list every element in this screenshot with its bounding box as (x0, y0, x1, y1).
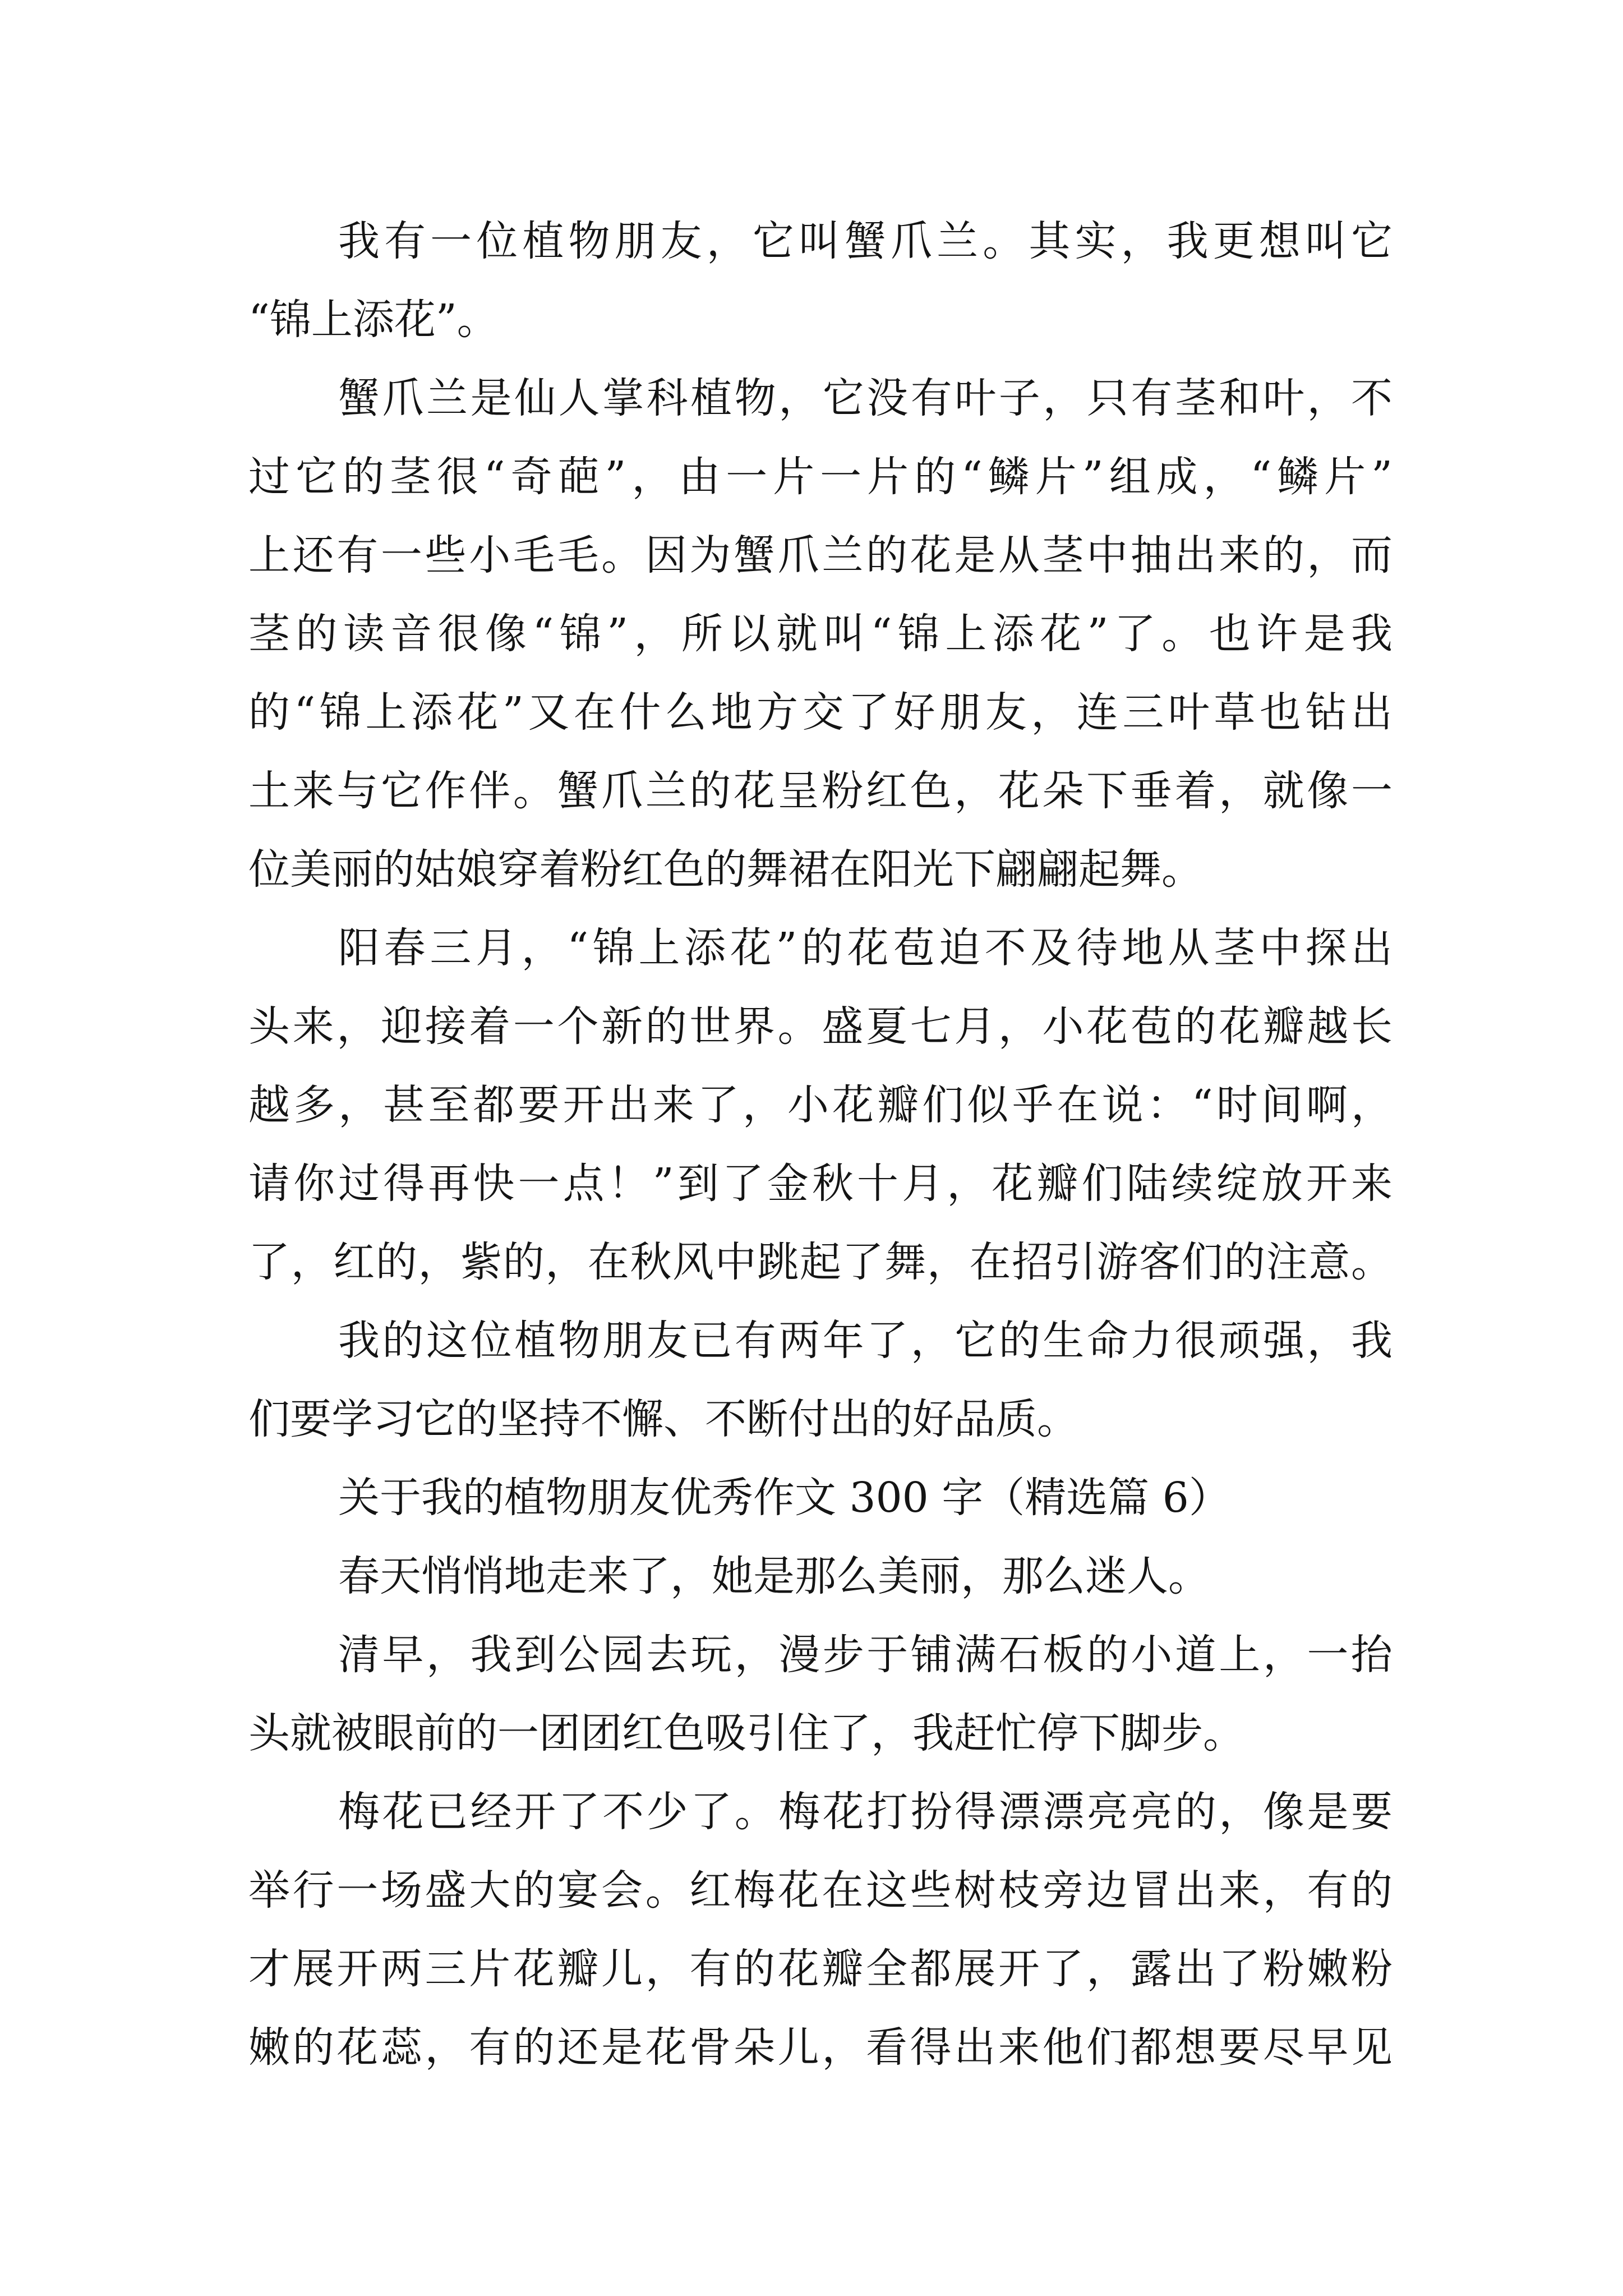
paragraph-line: 才展开两三片花瓣儿，有的花瓣全都展开了，露出了粉嫩粉 (248, 1945, 1393, 1993)
paragraph-line: 清早，我到公园去玩，漫步于铺满石板的小道上，一抬 (338, 1631, 1393, 1679)
paragraph-line: 嫩的花蕊，有的还是花骨朵儿，看得出来他们都想要尽早见 (248, 2023, 1393, 2072)
section-heading: 关于我的植物朋友优秀作文 300 字（精选篇 6） (338, 1474, 1230, 1522)
paragraph-line: 春天悄悄地走来了，她是那么美丽，那么迷人。 (338, 1552, 1210, 1600)
paragraph-line: 头来，迎接着一个新的世界。盛夏七月，小花苞的花瓣越长 (248, 1002, 1393, 1051)
paragraph-line: 阳春三月，“锦上添花”的花苞迫不及待地从茎中探出 (338, 924, 1393, 972)
paragraph-line: 位美丽的姑娘穿着粉红色的舞裙在阳光下翩翩起舞。 (248, 845, 1203, 894)
paragraph-line: 请你过得再快一点！”到了金秋十月，花瓣们陆续绽放开来 (248, 1159, 1393, 1208)
paragraph-line: 茎的读音很像“锦”，所以就叫“锦上添花”了。也许是我 (248, 610, 1393, 658)
article-body (248, 202, 1393, 2087)
paragraph-line: “锦上添花”。 (248, 296, 499, 344)
paragraph-line: 过它的茎很“奇葩”，由一片一片的“鳞片”组成，“鳞片” (248, 453, 1393, 501)
paragraph-line: 梅花已经开了不少了。梅花打扮得漂漂亮亮的，像是要 (338, 1788, 1393, 1836)
paragraph-line: 土来与它作伴。蟹爪兰的花呈粉红色，花朵下垂着，就像一 (248, 767, 1393, 815)
paragraph-line: 我有一位植物朋友，它叫蟹爪兰。其实，我更想叫它 (338, 217, 1393, 265)
paragraph-line: 越多，甚至都要开出来了，小花瓣们似乎在说：“时间啊， (248, 1081, 1393, 1129)
paragraph-line: 们要学习它的坚持不懈、不断付出的好品质。 (248, 1395, 1078, 1443)
paragraph-line: 的“锦上添花”又在什么地方交了好朋友，连三叶草也钻出 (248, 688, 1393, 737)
paragraph-line: 头就被眼前的一团团红色吸引住了，我赶忙停下脚步。 (248, 1709, 1244, 1757)
paragraph-line: 我的这位植物朋友已有两年了，它的生命力很顽强，我 (338, 1317, 1393, 1365)
paragraph-line: 上还有一些小毛毛。因为蟹爪兰的花是从茎中抽出来的，而 (248, 531, 1393, 579)
paragraph-line: 了，红的，紫的，在秋风中跳起了舞，在招引游客们的注意。 (248, 1238, 1393, 1286)
paragraph-line: 举行一场盛大的宴会。红梅花在这些树枝旁边冒出来，有的 (248, 1866, 1393, 1915)
paragraph-line: 蟹爪兰是仙人掌科植物，它没有叶子，只有茎和叶，不 (338, 374, 1393, 422)
